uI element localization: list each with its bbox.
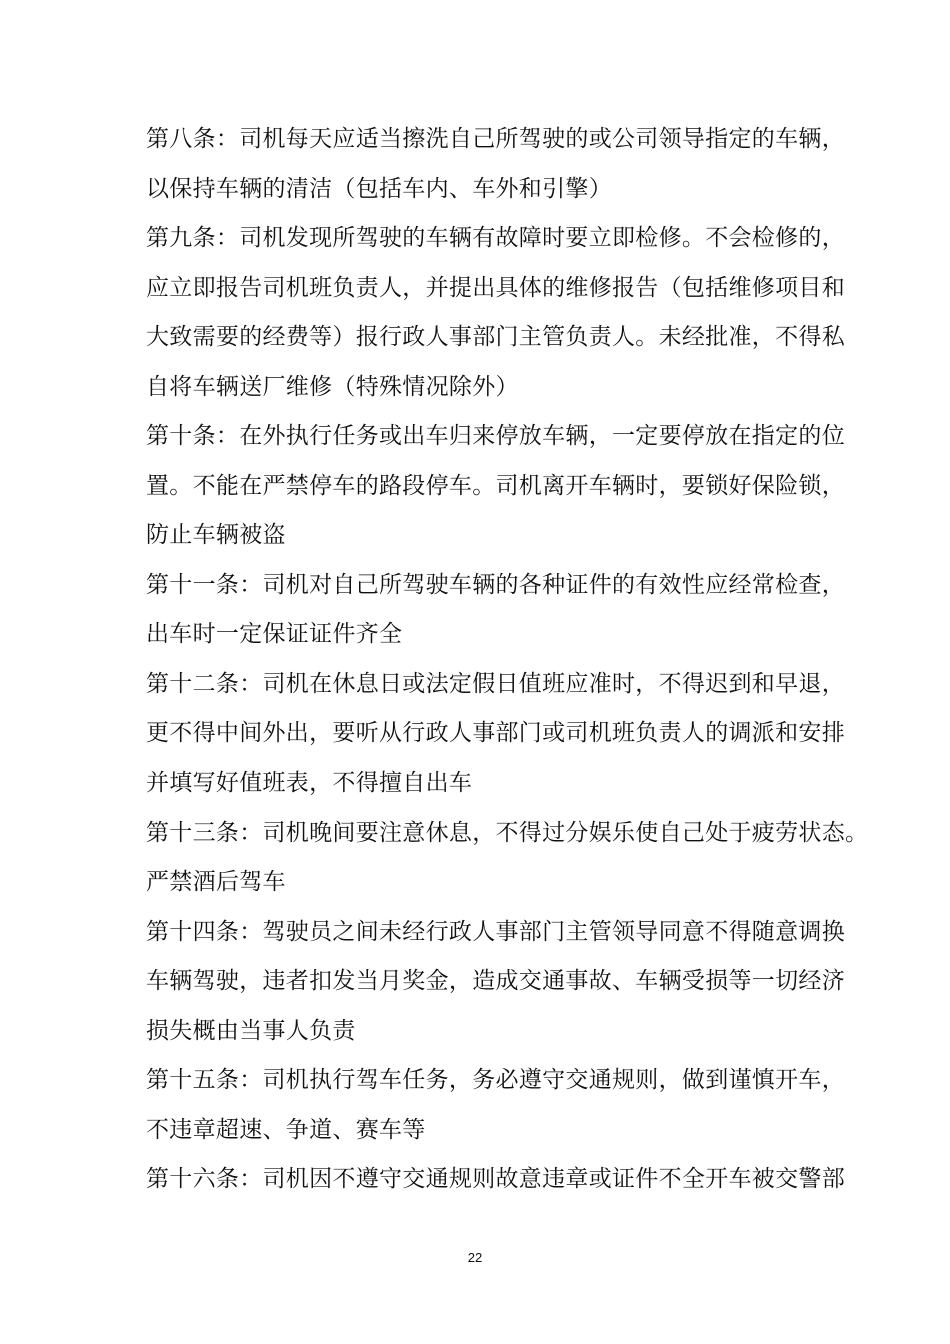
text-line: 防止车辆被盗 xyxy=(146,522,286,548)
text-line: 自将车辆送厂维修（特殊情况除外） xyxy=(146,374,519,400)
text-line: 第十六条：司机因不遵守交通规则故意违章或证件不全开车被交警部 xyxy=(146,1166,845,1192)
text-line: 置。不能在严禁停车的路段停车。司机离开车辆时，要锁好保险锁， xyxy=(146,473,845,499)
text-line: 车辆驾驶，违者扣发当月奖金，造成交通事故、车辆受损等一切经济 xyxy=(146,968,845,994)
text-line: 第九条：司机发现所驾驶的车辆有故障时要立即检修。不会检修的， xyxy=(146,225,845,251)
page-number: 22 xyxy=(467,1250,483,1265)
text-line: 严禁酒后驾车 xyxy=(146,869,286,895)
text-line: 不违章超速、争道、赛车等 xyxy=(146,1117,426,1143)
text-line: 第八条：司机每天应适当擦洗自己所驾驶的或公司领导指定的车辆， xyxy=(146,126,845,152)
text-line: 第十三条：司机晚间要注意休息，不得过分娱乐使自己处于疲劳状态。 xyxy=(146,820,869,846)
text-line: 并填写好值班表，不得擅自出车 xyxy=(146,770,473,796)
text-line: 大致需要的经费等）报行政人事部门主管负责人。未经批准，不得私 xyxy=(146,324,845,350)
text-line: 应立即报告司机班负责人，并提出具体的维修报告（包括维修项目和 xyxy=(146,275,845,301)
text-line: 损失概由当事人负责 xyxy=(146,1018,356,1044)
text-line: 第十二条：司机在休息日或法定假日值班应准时，不得迟到和早退， xyxy=(146,671,845,697)
text-line: 以保持车辆的清洁（包括车内、车外和引擎） xyxy=(146,176,612,202)
text-line: 第十五条：司机执行驾车任务，务必遵守交通规则，做到谨慎开车， xyxy=(146,1067,845,1093)
text-line: 第十四条：驾驶员之间未经行政人事部门主管领导同意不得随意调换 xyxy=(146,919,845,945)
text-line: 第十一条：司机对自己所驾驶车辆的各种证件的有效性应经常检查， xyxy=(146,572,845,598)
text-line: 第十条：在外执行任务或出车归来停放车辆，一定要停放在指定的位 xyxy=(146,423,845,449)
text-line: 更不得中间外出，要听从行政人事部门或司机班负责人的调派和安排 xyxy=(146,720,845,746)
text-line: 出车时一定保证证件齐全 xyxy=(146,621,403,647)
